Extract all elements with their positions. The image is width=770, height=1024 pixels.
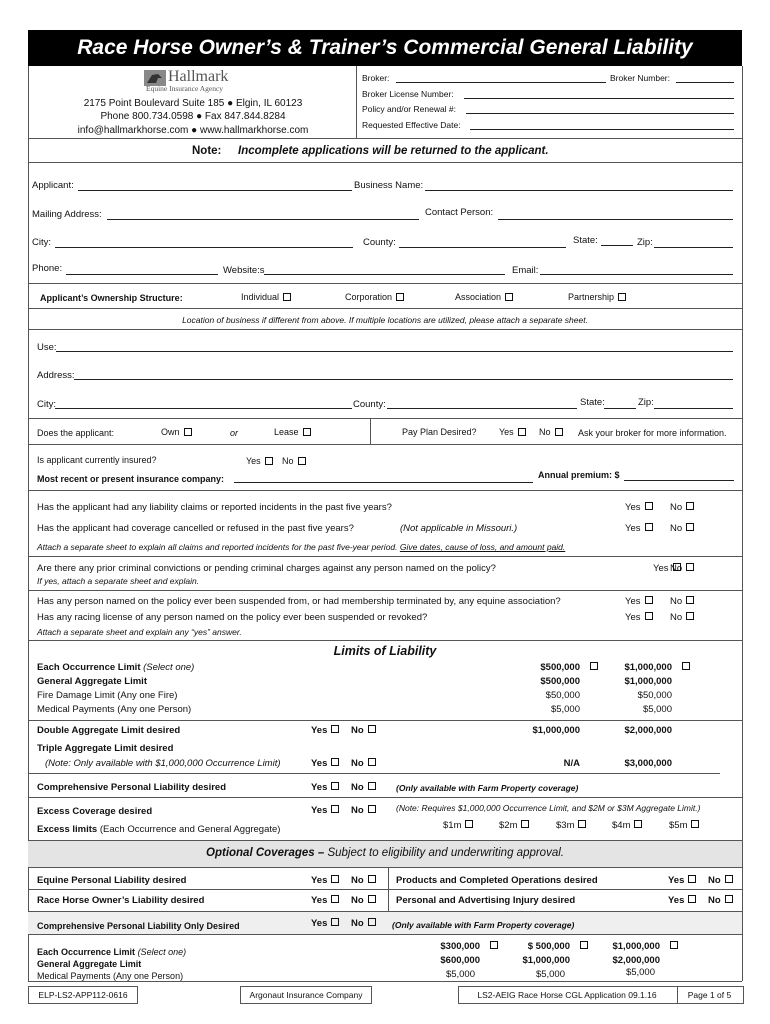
- insured-yes[interactable]: Yes: [246, 455, 273, 467]
- own-option[interactable]: Own: [161, 426, 192, 438]
- insured-question: Is applicant currently insured?: [37, 455, 157, 465]
- location-city-field[interactable]: [55, 408, 352, 409]
- excess-coverage-label: Excess Coverage desired: [37, 806, 153, 817]
- own-lease-question: Does the applicant:: [37, 428, 115, 438]
- divider: [28, 720, 742, 721]
- checkbox[interactable]: [688, 875, 696, 883]
- checkbox-1m-opt[interactable]: [670, 941, 678, 949]
- checkbox[interactable]: [686, 596, 694, 604]
- double-v2: $2,000,000: [624, 725, 672, 736]
- location-use-field[interactable]: [56, 351, 733, 352]
- each-occurrence-label: Each Occurrence Limit (Select one): [37, 662, 195, 673]
- divider: [28, 889, 742, 890]
- products-yes[interactable]: Yes: [668, 875, 696, 887]
- cpl-note: (Only available with Farm Property coverage): [396, 783, 579, 793]
- city-label: City:: [32, 237, 51, 248]
- med-col1: $5,000: [550, 704, 580, 715]
- cpl-yes[interactable]: Yes: [311, 782, 339, 794]
- claims-no[interactable]: No: [670, 502, 694, 514]
- triple-v1: N/A: [563, 758, 580, 769]
- opt-each-occurrence-label: Each Occurrence Limit (Select one): [37, 947, 187, 957]
- double-yes[interactable]: Yes: [311, 725, 339, 737]
- missouri-note: (Not applicable in Missouri.): [400, 523, 518, 534]
- limits-heading: Limits of Liability: [333, 644, 437, 658]
- products-label: Products and Completed Operations desired: [396, 875, 598, 886]
- opt-c3-occ: $1,000,000: [612, 941, 660, 952]
- zip-label: Zip:: [637, 237, 653, 248]
- double-v1: $1,000,000: [532, 725, 580, 736]
- cpl-only-yes[interactable]: Yes: [311, 918, 339, 930]
- excess-2m[interactable]: $2m: [499, 820, 529, 832]
- opt-c2-occ: $ 500,000: [527, 941, 570, 952]
- checkbox-500k-opt[interactable]: [580, 941, 588, 949]
- checkbox[interactable]: [283, 293, 291, 301]
- suspended-question: Has any person named on the policy ever been suspended from, or had membership terminated by, any equine association?: [37, 596, 561, 607]
- footer-app-name: LS2-AEIG Race Horse CGL Application 09.1.16: [477, 990, 657, 1000]
- checkbox[interactable]: [368, 875, 376, 883]
- divider: [28, 640, 742, 641]
- logo-subtitle: Equine Insurance Agency: [146, 84, 224, 93]
- divider: [28, 444, 742, 445]
- or-text: or: [230, 428, 239, 438]
- divider: [28, 308, 742, 309]
- broker-license-label: Broker License Number:: [362, 89, 454, 99]
- pay-plan-yes[interactable]: Yes: [499, 426, 526, 438]
- agency-web: info@hallmarkhorse.com ● www.hallmarkhorse.com: [77, 125, 309, 136]
- checkbox[interactable]: [618, 293, 626, 301]
- fire-damage-label: Fire Damage Limit (Any one Fire): [37, 690, 178, 701]
- county-field[interactable]: [399, 247, 566, 248]
- divider: [28, 773, 720, 774]
- checkbox[interactable]: [505, 293, 513, 301]
- logo-name: Hallmark: [168, 68, 229, 85]
- frame-right: [742, 66, 743, 981]
- checkbox[interactable]: [686, 612, 694, 620]
- attach-claims-note: Attach a separate sheet to explain all claims and reported incidents for the past five-year period. Give dates, cause of loss, and amount paid.: [37, 542, 566, 552]
- med-col2: $5,000: [642, 704, 672, 715]
- checkbox[interactable]: [645, 502, 653, 510]
- suspended-yes[interactable]: Yes: [625, 596, 653, 608]
- note-label: Note:: [192, 145, 222, 157]
- business-name-label: Business Name:: [354, 180, 424, 191]
- policy-renewal-field[interactable]: [466, 113, 734, 114]
- suspended-no[interactable]: No: [670, 596, 694, 608]
- checkbox[interactable]: [331, 895, 339, 903]
- effective-date-field[interactable]: [470, 129, 734, 130]
- location-state-field[interactable]: [604, 408, 636, 409]
- checkbox[interactable]: [368, 782, 376, 790]
- divider: [28, 590, 742, 591]
- county-label: County:: [363, 237, 396, 248]
- ownership-corporation[interactable]: Corporation: [345, 291, 404, 303]
- fire-col1: $50,000: [545, 690, 580, 701]
- footer-company: Argonaut Insurance Company: [249, 990, 363, 1000]
- checkbox[interactable]: [555, 428, 563, 436]
- location-zip-label: Zip:: [638, 397, 654, 408]
- website-field[interactable]: [264, 274, 505, 275]
- note-text: Incomplete applications will be returned to the applicant.: [238, 145, 549, 157]
- opt-c3-agg: $2,000,000: [612, 955, 660, 966]
- excess-note: (Note: Requires $1,000,000 Occurrence Limit, and $2M or $3M Aggregate Limit.): [396, 803, 701, 813]
- opt-c3-med: $5,000: [625, 967, 655, 978]
- excess-yes[interactable]: Yes: [311, 805, 339, 817]
- broker-number-label: Broker Number:: [610, 73, 670, 83]
- divider: [28, 490, 742, 491]
- checkbox[interactable]: [303, 428, 311, 436]
- checkbox[interactable]: [645, 596, 653, 604]
- excess-1m[interactable]: $1m: [443, 820, 473, 832]
- divider: [28, 556, 742, 557]
- checkbox[interactable]: [686, 502, 694, 510]
- checkbox[interactable]: [518, 428, 526, 436]
- location-use-label: Use:: [37, 342, 57, 353]
- checkbox[interactable]: [725, 875, 733, 883]
- pay-plan-no[interactable]: No: [539, 426, 563, 438]
- checkbox[interactable]: [368, 758, 376, 766]
- criminal-question: Are there any prior criminal convictions or pending criminal charges against any person named on the policy?: [37, 563, 496, 574]
- owner-no[interactable]: No: [351, 895, 376, 907]
- equine-personal-label: Equine Personal Liability desired: [37, 875, 187, 886]
- divider: [28, 981, 742, 982]
- triple-v2: $3,000,000: [624, 758, 672, 769]
- recent-insurer-label: Most recent or present insurance company:: [37, 474, 225, 484]
- checkbox[interactable]: [578, 820, 586, 828]
- checkbox[interactable]: [465, 820, 473, 828]
- location-state-label: State:: [580, 397, 605, 408]
- cancelled-no[interactable]: No: [670, 523, 694, 535]
- insured-no[interactable]: No: [282, 455, 306, 467]
- checkbox[interactable]: [331, 782, 339, 790]
- email-field[interactable]: [540, 274, 733, 275]
- location-zip-field[interactable]: [654, 408, 733, 409]
- applicant-label: Applicant:: [32, 180, 74, 191]
- checkbox[interactable]: [298, 457, 306, 465]
- excess-limits-label: Excess limits (Each Occurrence and General Aggregate): [37, 824, 281, 835]
- policy-renewal-label: Policy and/or Renewal #:: [362, 104, 457, 114]
- excess-3m[interactable]: $3m: [556, 820, 586, 832]
- checkbox[interactable]: [331, 805, 339, 813]
- attach-yes-note: Attach a separate sheet and explain any “yes” answer.: [37, 627, 242, 637]
- agg-1m: $1,000,000: [624, 676, 672, 687]
- license-yes[interactable]: Yes: [625, 612, 653, 624]
- phone-label: Phone:: [32, 263, 63, 274]
- cancelled-question: Has the applicant had coverage cancelled or refused in the past five years?: [37, 523, 354, 534]
- divider: [28, 797, 742, 798]
- license-no[interactable]: No: [670, 612, 694, 624]
- personal-adv-yes[interactable]: Yes: [668, 895, 696, 907]
- opt-medical-payments-label: Medical Payments (Any one Person): [37, 971, 184, 981]
- opt-c1-agg: $600,000: [440, 955, 480, 966]
- checkbox-1m[interactable]: [682, 662, 690, 670]
- city-field[interactable]: [55, 247, 353, 248]
- website-label: Website:s: [223, 265, 265, 276]
- checkbox[interactable]: [691, 820, 699, 828]
- broker-field[interactable]: [396, 82, 606, 83]
- equine-no[interactable]: No: [351, 875, 376, 887]
- claims-yes[interactable]: Yes: [625, 502, 653, 514]
- lease-option[interactable]: Lease: [274, 426, 311, 438]
- phone-field[interactable]: [66, 274, 218, 275]
- triple-aggregate-label: Triple Aggregate Limit desired: [37, 743, 174, 754]
- effective-date-label: Requested Effective Date:: [362, 120, 461, 130]
- agency-phone: Phone 800.734.0598 ● Fax 847.844.8284: [100, 111, 286, 122]
- fire-col2: $50,000: [637, 690, 672, 701]
- state-field[interactable]: [601, 245, 633, 246]
- checkbox[interactable]: [184, 428, 192, 436]
- ownership-label: Applicant’s Ownership Structure:: [40, 293, 183, 303]
- checkbox[interactable]: [688, 895, 696, 903]
- broker-label: Broker:: [362, 73, 390, 83]
- location-county-label: County:: [353, 399, 386, 410]
- owner-liability-label: Race Horse Owner’s Liability desired: [37, 895, 205, 906]
- opt-general-aggregate-label: General Aggregate Limit: [37, 959, 142, 969]
- divider-vertical: [370, 418, 371, 444]
- ownership-association[interactable]: Association: [455, 291, 513, 303]
- hallmark-logo: [144, 69, 236, 93]
- footer-form-number: ELP-LS2-APP112-0616: [38, 990, 128, 1000]
- page-title: Race Horse Owner’s & Trainer’s Commercial General Liability: [77, 36, 693, 59]
- owner-yes[interactable]: Yes: [311, 895, 339, 907]
- location-note: Location of business if different from above. If multiple locations are utilized, please attach a separate sheet.: [182, 315, 588, 325]
- excess-no[interactable]: No: [351, 805, 376, 817]
- broker-license-field[interactable]: [464, 98, 734, 99]
- criminal-yes[interactable]: Yes: [653, 563, 681, 575]
- checkbox[interactable]: [368, 805, 376, 813]
- optional-coverages-heading: Optional Coverages – Subject to eligibility and underwriting approval.: [206, 847, 564, 859]
- criminal-no[interactable]: No: [670, 563, 694, 575]
- triple-aggregate-note: (Note: Only available with $1,000,000 Occurrence Limit): [45, 758, 281, 769]
- opt-c2-agg: $1,000,000: [522, 955, 570, 966]
- limit-500k: $500,000: [540, 662, 580, 673]
- triple-yes[interactable]: Yes: [311, 758, 339, 770]
- contact-person-field[interactable]: [498, 219, 733, 220]
- medical-payments-label: Medical Payments (Any one Person): [37, 704, 192, 715]
- pay-plan-label: Pay Plan Desired?: [402, 427, 477, 437]
- checkbox[interactable]: [725, 895, 733, 903]
- limit-1m: $1,000,000: [624, 662, 672, 673]
- criminal-note: If yes, attach a separate sheet and explain.: [37, 576, 200, 586]
- checkbox[interactable]: [331, 918, 339, 926]
- divider: [28, 138, 742, 139]
- checkbox[interactable]: [331, 875, 339, 883]
- cpl-only-no[interactable]: No: [351, 918, 376, 930]
- excess-4m[interactable]: $4m: [612, 820, 642, 832]
- checkbox[interactable]: [368, 725, 376, 733]
- cpl-no[interactable]: No: [351, 782, 376, 794]
- broker-number-field[interactable]: [676, 82, 734, 83]
- divider: [28, 283, 742, 284]
- mailing-address-field[interactable]: [107, 219, 419, 220]
- recent-insurer-field[interactable]: [234, 482, 533, 483]
- location-address-field[interactable]: [74, 379, 733, 380]
- excess-5m[interactable]: $5m: [669, 820, 699, 832]
- cpl-only-label: Comprehensive Personal Liability Only Desired: [37, 921, 240, 931]
- cpl-only-note: (Only available with Farm Property coverage): [392, 920, 575, 930]
- checkbox[interactable]: [686, 563, 694, 571]
- zip-field[interactable]: [654, 247, 733, 248]
- state-label: State:: [573, 235, 598, 246]
- checkbox[interactable]: [634, 820, 642, 828]
- opt-c1-med: $5,000: [445, 969, 475, 980]
- products-no[interactable]: No: [708, 875, 733, 887]
- email-label: Email:: [512, 265, 539, 276]
- location-county-field[interactable]: [387, 408, 577, 409]
- checkbox[interactable]: [686, 523, 694, 531]
- agency-address: 2175 Point Boulevard Suite 185 ● Elgin, IL 60123: [83, 98, 303, 109]
- contact-person-label: Contact Person:: [425, 207, 494, 218]
- opt-c1-occ: $300,000: [440, 941, 480, 952]
- divider: [28, 418, 742, 419]
- divider: [28, 329, 742, 330]
- checkbox[interactable]: [396, 293, 404, 301]
- personal-adv-no[interactable]: No: [708, 895, 733, 907]
- footer-page: Page 1 of 5: [687, 990, 732, 1000]
- checkbox[interactable]: [645, 612, 653, 620]
- ask-broker-text: Ask your broker for more information.: [578, 428, 727, 438]
- checkbox[interactable]: [331, 725, 339, 733]
- divider: [28, 162, 742, 163]
- checkbox[interactable]: [521, 820, 529, 828]
- cancelled-yes[interactable]: Yes: [625, 523, 653, 535]
- claims-question: Has the applicant had any liability claims or reported incidents in the past five years?: [37, 502, 392, 513]
- agency-divider: [356, 66, 357, 138]
- location-address-label: Address:: [37, 370, 75, 381]
- applicant-field[interactable]: [78, 190, 352, 191]
- double-aggregate-label: Double Aggregate Limit desired: [37, 725, 181, 736]
- checkbox-300k[interactable]: [490, 941, 498, 949]
- ownership-individual[interactable]: Individual: [241, 291, 291, 303]
- double-no[interactable]: No: [351, 725, 376, 737]
- annual-premium-label: Annual premium: $: [538, 470, 620, 480]
- checkbox[interactable]: [265, 457, 273, 465]
- location-city-label: City:: [37, 399, 56, 410]
- cpl-label: Comprehensive Personal Liability desired: [37, 782, 227, 793]
- opt-c2-med: $5,000: [535, 969, 565, 980]
- agg-500k: $500,000: [540, 676, 580, 687]
- general-aggregate-label: General Aggregate Limit: [37, 676, 147, 687]
- business-name-field[interactable]: [425, 190, 733, 191]
- checkbox[interactable]: [368, 895, 376, 903]
- checkbox[interactable]: [368, 918, 376, 926]
- ownership-partnership[interactable]: Partnership: [568, 291, 626, 303]
- equine-yes[interactable]: Yes: [311, 875, 339, 887]
- mailing-address-label: Mailing Address:: [32, 209, 102, 220]
- checkbox[interactable]: [331, 758, 339, 766]
- annual-premium-field[interactable]: [624, 480, 734, 481]
- personal-adv-label: Personal and Advertising Injury desired: [396, 895, 576, 906]
- license-question: Has any racing license of any person named on the policy ever been suspended or revoked?: [37, 612, 428, 623]
- triple-no[interactable]: No: [351, 758, 376, 770]
- checkbox[interactable]: [645, 523, 653, 531]
